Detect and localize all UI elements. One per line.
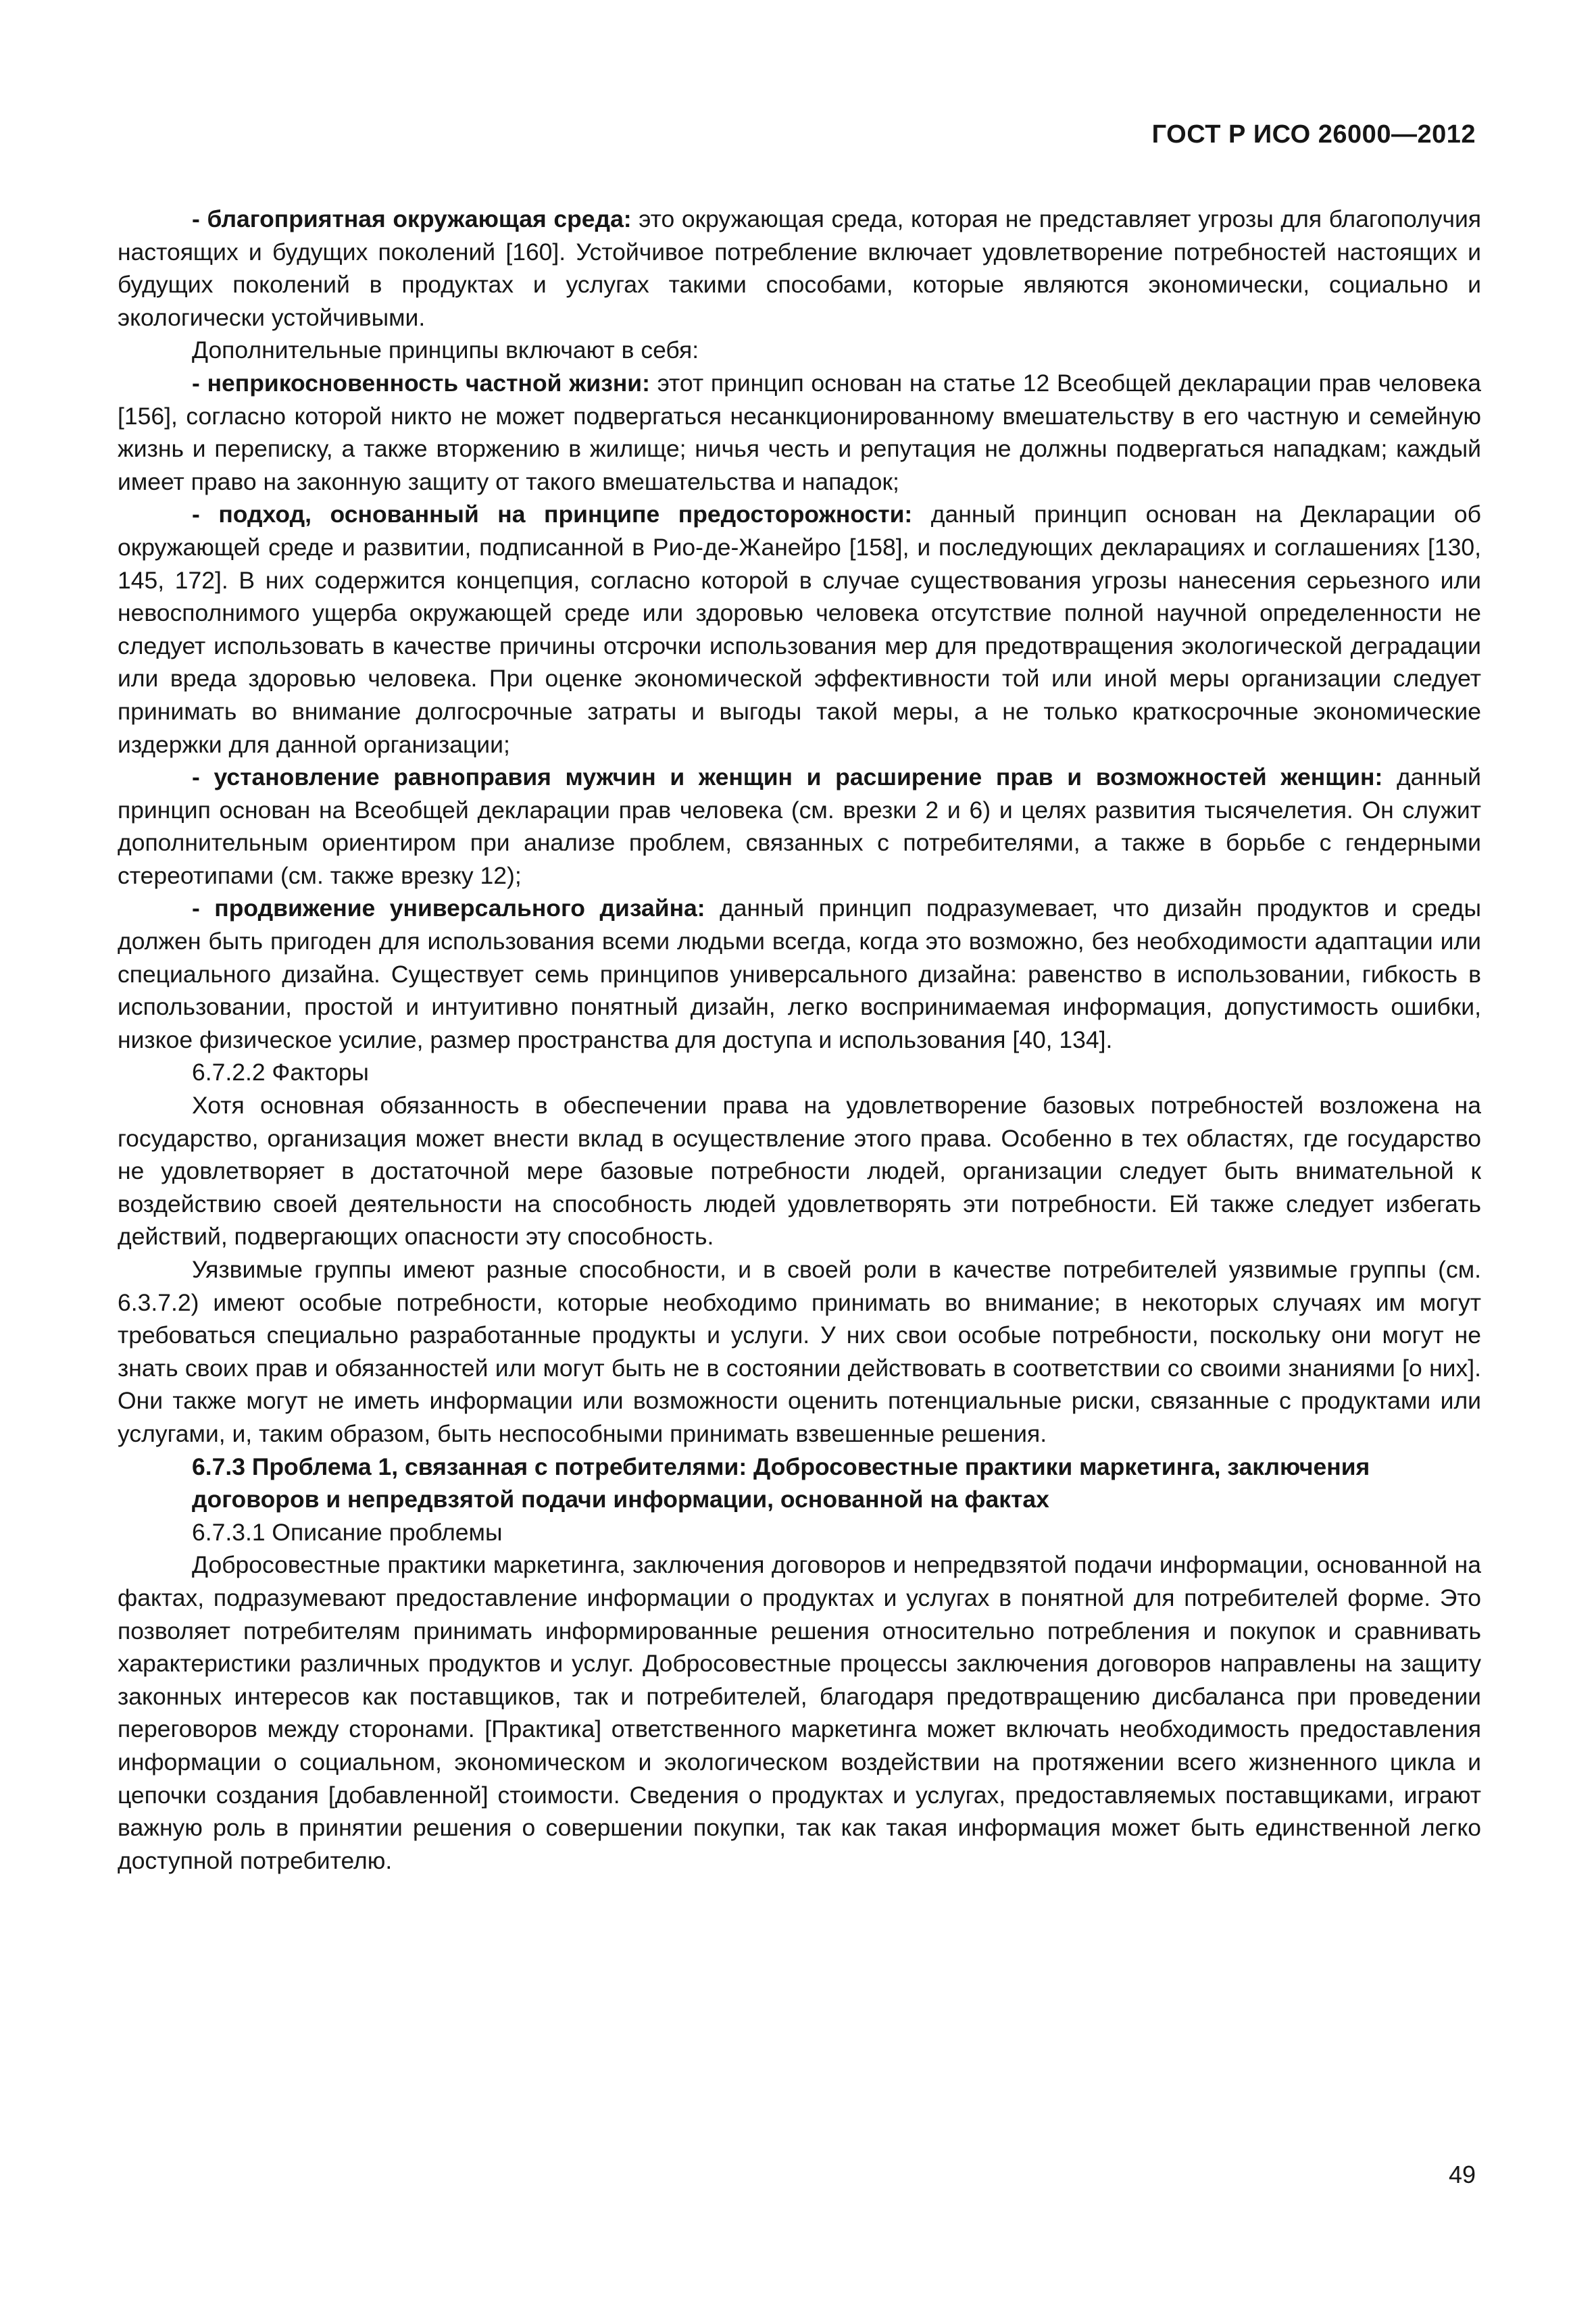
document-body	[118, 203, 1481, 1877]
standard-header: ГОСТ Р ИСО 26000—2012	[1151, 120, 1476, 149]
paragraph	[118, 367, 1481, 498]
paragraph-text: данный принцип подразумевает, что дизайн продуктов и среды должен быть пригоден для использования всеми людьми всегда, когда это возможно, без необходимости адаптации или специального дизайна. Существует семь принципов универсального дизайна: равенство в использовании, гибкость в использовании, простой и интуитивно понятный дизайн, легко воспринимаемая информация, допустимость ошибки, низкое физическое усилие, размер пространства для доступа и использования [40, 134].	[118, 895, 1482, 1053]
paragraph	[118, 892, 1481, 1056]
paragraph-lead: - установление равноправия мужчин и женщин и расширение прав и возможностей женщин:	[192, 763, 1383, 791]
paragraph-text: Дополнительные принципы включают в себя:	[192, 336, 699, 364]
paragraph-lead: - подход, основанный на принципе предосторожности:	[192, 501, 913, 528]
paragraph-lead: - продвижение универсального дизайна:	[192, 895, 705, 922]
paragraph-text: 6.7.2.2 Факторы	[192, 1059, 369, 1086]
paragraph	[118, 1253, 1481, 1451]
paragraph-text: данный принцип основан на Всеобщей декларации прав человека (см. врезки 2 и 6) и целях развития тысячелетия. Он служит дополнительным ориентиром при анализе проблем, связанных с потребителями, а также в борьбе с гендерными стереотипами (см. также врезку 12);	[118, 763, 1481, 889]
paragraph	[118, 203, 1481, 334]
paragraph-text: Уязвимые группы имеют разные способности, и в своей роли в качестве потребителей уязвимые группы (см. 6.3.7.2) имеют особые потребности, которые необходимо принимать во внимание; в некоторых случаях им могут требоваться специально разработанные продукты и услуги. У них свои особые потребности, поскольку они могут не знать своих прав и обязанностей или могут быть не в состоянии действовать в соответствии со своими знаниями [о них]. Они также могут не иметь информации или возможности оценить потенциальные риски, связанные с продуктами или услугами, и, таким образом, быть неспособными принимать взвешенные решения.	[118, 1256, 1481, 1447]
paragraph-lead: - благоприятная окружающая среда:	[192, 205, 632, 232]
paragraph	[118, 498, 1481, 761]
paragraph	[118, 1089, 1481, 1253]
paragraph-text: это окружающая среда, которая не представляет угрозы для благополучия настоящих и будущих поколений [160]. Устойчивое потребление включает удовлетворение потребностей настоящих и будущих поколений в продуктах и услугах такими способами, которые являются экономически, социально и экологически устойчивыми.	[118, 205, 1481, 331]
paragraph	[118, 761, 1481, 892]
paragraph-text: Хотя основная обязанность в обеспечении права на удовлетворение базовых потребностей возложена на государство, организация может внести вклад в осуществление этого права. Особенно в тех областях, где государство не удовлетворяет в достаточной мере базовые потребности людей, организации следует быть внимательной к воздействию своей деятельности на способность людей удовлетворять эти потребности. Ей также следует избегать действий, подвергающих опасности эту способность.	[118, 1092, 1481, 1251]
page-number: 49	[1448, 2161, 1476, 2188]
subsection-title	[118, 1056, 1481, 1089]
section-heading: 6.7.3 Проблема 1, связанная с потребителями: Добросовестные практики маркетинга, заключения договоров и непредвзятой подачи информации, основанной на фактах	[192, 1453, 1370, 1513]
paragraph: Добросовестные практики маркетинга, заключения договоров и непредвзятой подачи информации, основанной на фактах, подразумевают предоставление информации о продуктах и услугах в понятной для потребителей форме. Это позволяет потребителям принимать информированные решения относительно потребления и покупок и сравнивать характеристики различных продуктов и услуг. Добросовестные процессы заключения договоров направлены на защиту законных интересов как поставщиков, так и потребителей, благодаря предотвращению дисбаланса при проведении переговоров между сторонами. [Практика] ответственного маркетинга может включать необходимость предоставления информации о социальном, экономическом и экологическом воздействии на протяжении всего жизненного цикла и цепочки создания [добавленной] стоимости. Сведения о продуктах и услугах, предоставляемых поставщиками, играют важную роль в принятии решения о совершении покупки, так как такая информация может быть единственной легко доступной потребителю.	[118, 1551, 1481, 1874]
paragraph-lead: - неприкосновенность частной жизни:	[192, 369, 650, 397]
subsection-title: 6.7.3.1 Описание проблемы	[192, 1518, 503, 1546]
paragraph	[118, 334, 1481, 367]
paragraph-text: этот принцип основан на статье 12 Всеобщей декларации прав человека [156], согласно которой никто не может подвергаться несанкционированному вмешательству в его частную и семейную жизнь и переписку, а также вторжению в жилище; ничья честь и репутация не должны подвергаться нападкам; каждый имеет право на законную защиту от такого вмешательства и нападок;	[118, 369, 1481, 495]
paragraph-text: данный принцип основан на Декларации об окружающей среде и развитии, подписанной в Рио-де-Жанейро [158], и последующих декларациях и соглашениях [130, 145, 172]. В них содержится концепция, согласно которой в случае существования угрозы нанесения серьезного или невосполнимого ущерба окружающей среде или здоровью человека отсутствие полной научной определенности не следует использовать в качестве причины отсрочки использования мер для предотвращения экологической деградации или вреда здоровью человека. При оценке экономической эффективности той или иной меры организации следует принимать во внимание долгосрочные затраты и выгоды такой меры, а не только краткосрочные экономические издержки для данной организации;	[118, 501, 1481, 758]
